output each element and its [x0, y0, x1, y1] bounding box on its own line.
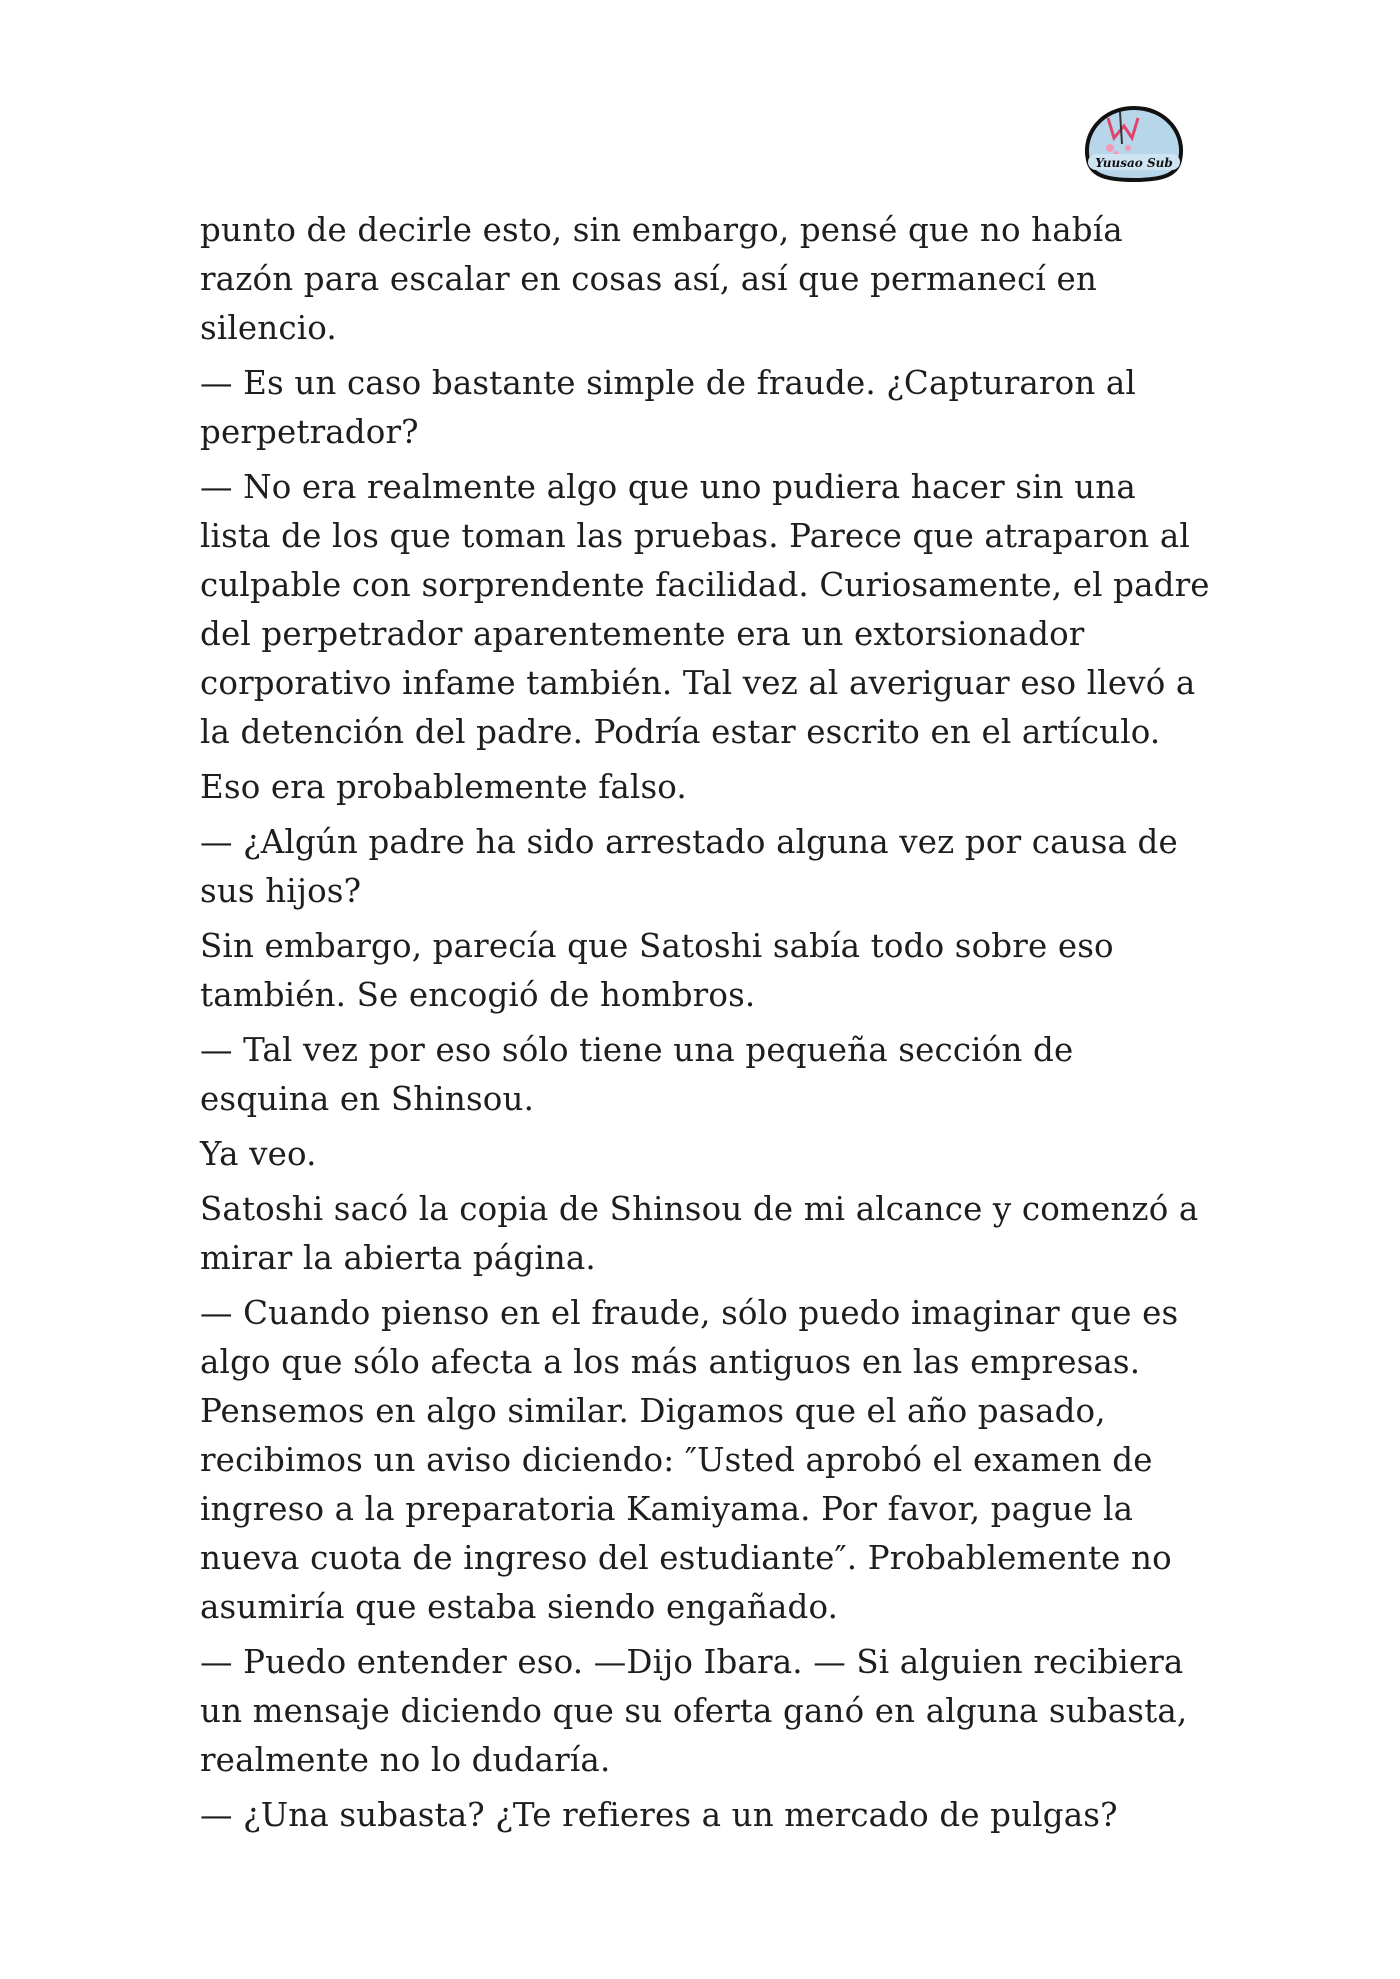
watermark-logo [1080, 104, 1188, 184]
paragraph: — ¿Una subasta? ¿Te refieres a un mercado de pulgas? [200, 1796, 1118, 1834]
svg-text:Yuusao Sub: Yuusao Sub [1095, 156, 1173, 170]
heart-logo-icon [1080, 104, 1188, 184]
paragraph: — Tal vez por eso sólo tiene una pequeña sección de esquina en Shinsou. [200, 1031, 1074, 1118]
paragraph: Eso era probablemente falso. [200, 768, 687, 806]
paragraph: — Puedo entender eso. —Dijo Ibara. — Si alguien recibiera un mensaje diciendo que su oferta ganó en alguna subasta, realmente no lo dudaría. [200, 1643, 1188, 1779]
paragraph: Satoshi sacó la copia de Shinsou de mi alcance y comenzó a mirar la abierta página. [200, 1190, 1199, 1277]
paragraph: punto de decirle esto, sin embargo, pensé que no había razón para escalar en cosas así, así que permanecí en silencio. [200, 211, 1123, 347]
body-text [200, 206, 1210, 1846]
paragraph: Ya veo. [200, 1135, 317, 1173]
paragraph: — Cuando pienso en el fraude, sólo puedo imaginar que es algo que sólo afecta a los más antiguos en las empresas. Pensemos en algo similar. Digamos que el año pasado, recibimos un aviso diciendo: ″Usted aprobó el examen de ingreso a la preparatoria Kamiyama. Por favor, pague la nueva cuota de ingreso del estudiante″. Probablemente no asumiría que estaba siendo engañado. [200, 1294, 1179, 1626]
paragraph: Sin embargo, parecía que Satoshi sabía todo sobre eso también. Se encogió de hombros. [200, 927, 1114, 1014]
paragraph: — ¿Algún padre ha sido arrestado alguna vez por causa de sus hijos? [200, 823, 1178, 910]
paragraph: — Es un caso bastante simple de fraude. ¿Capturaron al perpetrador? [200, 364, 1136, 451]
paragraph: — No era realmente algo que uno pudiera hacer sin una lista de los que toman las pruebas. Parece que atraparon al culpable con sorprendente facilidad. Curiosamente, el padre del perpetrador aparentemente era un extorsionador corporativo infame también. Tal vez al averiguar eso llevó a la detención del padre. Podría estar escrito en el artículo. [200, 468, 1210, 751]
